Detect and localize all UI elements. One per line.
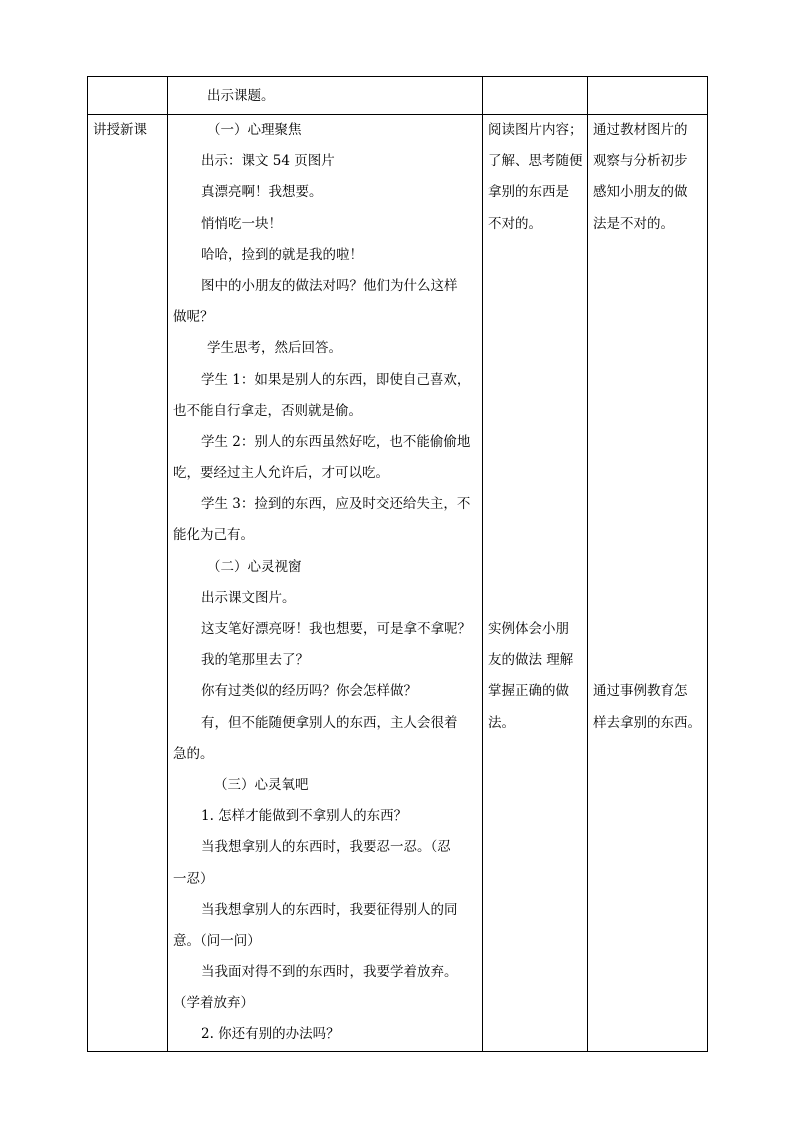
student-activity-cell-empty (483, 77, 588, 115)
content-line: 做呢？ (173, 309, 214, 326)
content-line: 当我想拿别人的东西时，我要忍一忍。（忍 (201, 839, 451, 856)
activity-line: 实例体会小朋 (488, 621, 569, 637)
content-cell (168, 115, 483, 1052)
content-line: 这支笔好漂亮呀！我也想要，可是拿不拿呢？ (201, 621, 471, 637)
lesson-plan-table (87, 76, 708, 1052)
content-line: 出示课题。 (207, 88, 275, 104)
intent-line: 通过事例教育怎 (593, 683, 688, 700)
content-line: 悄悄吃一块！ (201, 215, 282, 232)
content-line: 有，但不能随便拿别人的东西，主人会很着 (201, 714, 458, 731)
activity-line: 拿别的东西是 (488, 184, 569, 201)
intent-line: 通过教材图片的 (593, 122, 688, 138)
content-line: 意。（问一问） (173, 932, 261, 949)
content-line: 2. 你还有别的办法吗？ (201, 1026, 340, 1043)
intent-line: 样去拿别的东西。 (593, 714, 701, 731)
section-heading: （一）心理聚焦 (207, 122, 302, 138)
content-line: 图中的小朋友的做法对吗？他们为什么这样 (201, 277, 458, 294)
content-line: 吃，要经过主人允许后，才可以吃。 (173, 465, 389, 482)
content-line: 你有过类似的经历吗？你会怎样做？ (201, 683, 417, 700)
design-intent-cell-empty (588, 77, 708, 115)
student-activity-cell (483, 115, 588, 1052)
content-line: 也不能自行拿走，否则就是偷。 (173, 402, 362, 419)
content-line: 学生思考，然后回答。 (207, 340, 342, 357)
activity-line: 掌握正确的做 (488, 683, 569, 700)
content-line: 出示课文图片。 (201, 589, 296, 606)
content-line: 当我想拿别人的东西时，我要征得别人的同 (201, 901, 458, 918)
table-row (88, 77, 708, 115)
section-heading: （三）心灵氧吧 (214, 776, 309, 793)
content-line: 真漂亮啊！我想要。 (201, 184, 323, 201)
stage-label: 讲授新课 (93, 122, 147, 138)
activity-line: 不对的。 (488, 215, 542, 232)
activity-line: 友的做法 理解 (488, 652, 574, 669)
stage-cell-empty (88, 77, 168, 115)
content-line: 学生 2：别人的东西虽然好吃，也不能偷偷地 (201, 433, 471, 450)
content-line: 能化为己有。 (173, 527, 254, 544)
table-row (88, 115, 708, 1052)
activity-line: 了解、思考随便 (488, 153, 583, 170)
intent-line: 法是不对的。 (593, 215, 674, 232)
section-heading: （二）心灵视窗 (207, 558, 302, 575)
content-line: 我的笔那里去了？ (201, 652, 309, 669)
content-line: 当我面对得不到的东西时，我要学着放弃。 (201, 964, 458, 981)
content-line: 出示：课文 54 页图片 (201, 153, 335, 170)
content-line: 急的。 (173, 745, 214, 762)
content-line: 学生 3：捡到的东西，应及时交还给失主，不 (201, 496, 471, 513)
content-line: 1. 怎样才能做到不拿别人的东西？ (201, 808, 408, 825)
design-intent-cell (588, 115, 708, 1052)
content-cell (168, 77, 483, 115)
intent-line: 观察与分析初步 (593, 153, 688, 170)
activity-line: 阅读图片内容； (488, 122, 583, 138)
intent-line: 感知小朋友的做 (593, 184, 688, 201)
content-line: （学着放弃） (173, 995, 254, 1012)
stage-cell (88, 115, 168, 1052)
content-line: 一忍） (173, 870, 214, 887)
content-line: 哈哈，捡到的就是我的啦！ (201, 246, 363, 263)
content-line: 学生 1：如果是别人的东西，即使自己喜欢， (201, 371, 471, 388)
activity-line: 法。 (488, 714, 515, 731)
